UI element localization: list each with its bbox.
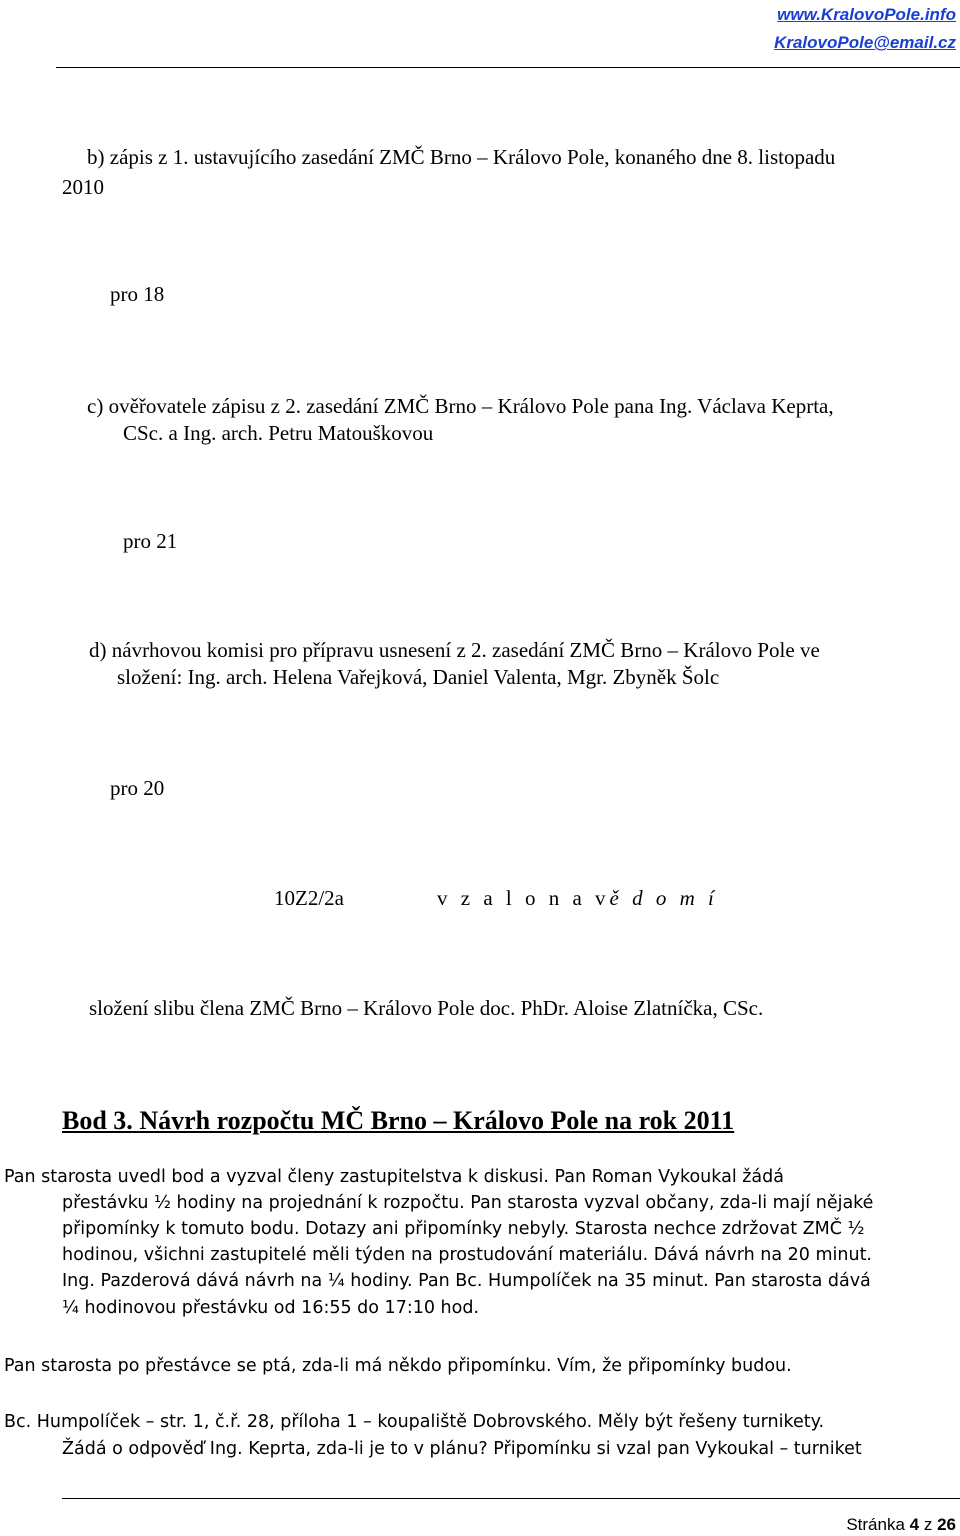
item-c-line2: CSc. a Ing. arch. Petru Matouškovou bbox=[123, 421, 434, 445]
item-b-line2: 2010 bbox=[62, 175, 104, 199]
header-rule bbox=[56, 67, 960, 68]
resolution-verb-italic: ě d o m í bbox=[609, 886, 718, 910]
page-current: 4 bbox=[909, 1515, 920, 1534]
page-of: z bbox=[923, 1515, 933, 1534]
section-heading-title: Návrh rozpočtu MČ Brno – Královo Pole na rok 2011 bbox=[139, 1106, 735, 1135]
resolution-verb-plain: v z a l o n a v bbox=[437, 886, 610, 910]
item-c-line1: c) ověřovatele zápisu z 2. zasedání ZMČ Brno – Královo Pole pana Ing. Václava Keprta, bbox=[87, 394, 834, 418]
paragraph-1-line-2: přestávku ½ hodiny na projednání k rozpočtu. Pan starosta vyzval občany, zda-li mají nějaké bbox=[62, 1193, 874, 1213]
item-b-vote: pro 18 bbox=[110, 282, 165, 306]
section-heading-prefix: Bod 3. bbox=[62, 1106, 133, 1135]
section-heading bbox=[62, 1106, 734, 1136]
paragraph-3-line-1: Bc. Humpolíček – str. 1, č.ř. 28, příloha 1 – koupaliště Dobrovského. Měly být řešeny turnikety. bbox=[4, 1412, 825, 1432]
item-d-line1: d) návrhovou komisi pro přípravu usnesení z 2. zasedání ZMČ Brno – Královo Pole ve bbox=[89, 638, 820, 662]
item-c-vote: pro 21 bbox=[123, 529, 178, 553]
item-d-line2: složení: Ing. arch. Helena Vařejková, Daniel Valenta, Mgr. Zbyněk Šolc bbox=[117, 665, 720, 689]
footer-rule bbox=[62, 1498, 960, 1499]
paragraph-1-line-6: ¼ hodinovou přestávku od 16:55 do 17:10 hod. bbox=[62, 1298, 480, 1318]
email-link[interactable]: KralovoPole@email.cz bbox=[774, 33, 956, 52]
paragraph-2: Pan starosta po přestávce se ptá, zda-li má někdo připomínku. Vím, že připomínky budou. bbox=[4, 1356, 792, 1376]
website-link[interactable]: www.KralovoPole.info bbox=[777, 5, 956, 24]
page-word: Stránka bbox=[846, 1515, 905, 1534]
item-b-line1: b) zápis z 1. ustavujícího zasedání ZMČ Brno – Královo Pole, konaného dne 8. listopadu bbox=[87, 145, 836, 169]
resolution-text: složení slibu člena ZMČ Brno – Královo Pole doc. PhDr. Aloise Zlatníčka, CSc. bbox=[89, 996, 764, 1020]
page-total: 26 bbox=[937, 1515, 956, 1534]
paragraph-1-line-4: hodinou, všichni zastupitelé měli týden na prostudování materiálu. Dává návrh na 20 minut. bbox=[62, 1245, 872, 1265]
resolution-number: 10Z2/2a bbox=[274, 886, 344, 910]
paragraph-1-line-3: připomínky k tomuto bodu. Dotazy ani připomínky nebyly. Starosta nechce zdržovat ZMČ ½ bbox=[62, 1219, 865, 1239]
paragraph-1-line-1: Pan starosta uvedl bod a vyzval členy zastupitelstva k diskusi. Pan Roman Vykoukal žádá bbox=[4, 1167, 784, 1187]
paragraph-1-line-5: Ing. Pazderová dává návrh na ¼ hodiny. Pan Bc. Humpolíček na 35 minut. Pan starosta dává bbox=[62, 1271, 871, 1291]
paragraph-3-line-2: Žádá o odpověď Ing. Keprta, zda-li je to v plánu? Připomínku si vzal pan Vykoukal – turniket bbox=[62, 1439, 862, 1459]
item-d-vote: pro 20 bbox=[110, 776, 165, 800]
resolution-verb bbox=[437, 885, 718, 911]
page-number bbox=[846, 1514, 956, 1536]
